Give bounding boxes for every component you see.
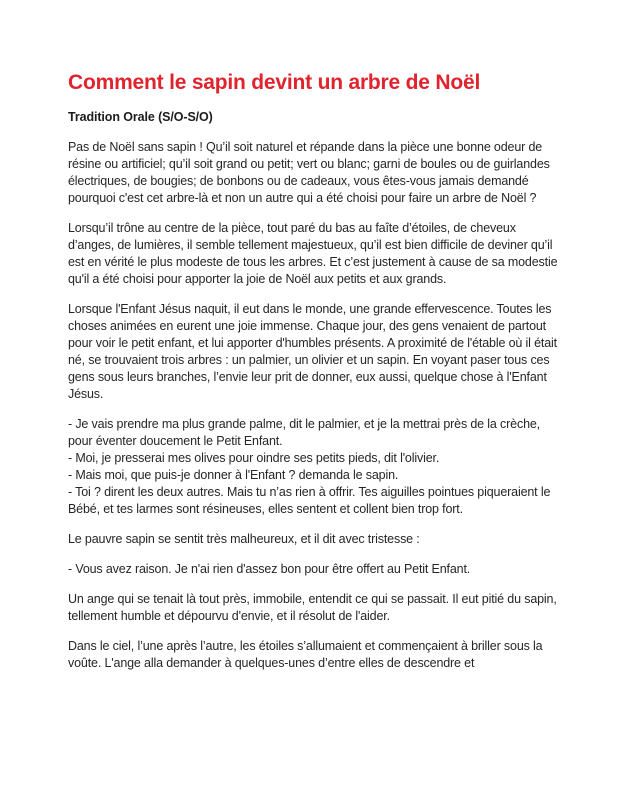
paragraph-stars: Dans le ciel, l’une après l’autre, les étoiles s’allumaient et commençaient à briller sous la voûte. L'ange alla demander à quelques-unes d’entre elles de descendre et — [68, 639, 543, 670]
dialogue-line-fir: - Mais moi, que puis-je donner à l'Enfant ? demanda le sapin. — [68, 468, 399, 482]
paragraph-intro: Pas de Noël sans sapin ! Qu’il soit naturel et répande dans la pièce une bonne odeur de résine ou artificiel; qu’il soit grand ou petit; vert ou blanc; garni de boules ou de guirlandes électriques, de bougies; de bonbons ou de cadeaux, vous êtes-vous jamais demandé pourquoi c'est cet arbre-là et non un autre qui a été choisi pour faire un arbre de Noël ? — [68, 140, 550, 205]
paragraph-angel: Un ange qui se tenait là tout près, immobile, entendit ce qui se passait. Il eut pitié du sapin, tellement humble et dépourvu d'envie, et il résolut de l'aider. — [68, 592, 557, 623]
document-title: Comment le sapin devint un arbre de Noël — [68, 71, 481, 94]
paragraph-sad-fir: Le pauvre sapin se sentit très malheureux, et il dit avec tristesse : — [68, 532, 420, 546]
paragraph-majestic-tree: Lorsqu’il trône au centre de la pièce, tout paré du bas au faîte d’étoiles, de cheveux d’anges, de lumières, il semble tellement majestueux, qu’il est bien difficile de deviner qu’il est en vérité le plus modeste de tous les arbres. Et c’est justement à cause de sa modestie qu'il a été choisi pour apporter la joie de Noël aux petits et aux grands. — [68, 221, 558, 286]
paragraph-fir-reply: - Vous avez raison. Je n'ai rien d'assez bon pour être offert au Petit Enfant. — [68, 562, 471, 576]
dialogue-block — [68, 416, 558, 518]
document-subtitle: Tradition Orale (S/O-S/O) — [68, 110, 213, 124]
dialogue-line-others: - Toi ? dirent les deux autres. Mais tu n’as rien à offrir. Tes aiguilles pointues piqueraient le Bébé, et tes larmes sont résineuses, elles sentent et collent bien trop fort. — [68, 485, 551, 516]
dialogue-line-palm: - Je vais prendre ma plus grande palme, dit le palmier, et je la mettrai près de la crèche, pour éventer doucement le Petit Enfant. — [68, 417, 541, 448]
dialogue-line-olive: - Moi, je presserai mes olives pour oindre ses petits pieds, dit l'olivier. — [68, 451, 440, 465]
paragraph-nativity: Lorsque l'Enfant Jésus naquit, il eut dans le monde, une grande effervescence. Toutes les choses animées en eurent une joie immense. Chaque jour, des gens venaient de partout pour voir le petit enfant, et lui apporter d'humbles présents. A proximité de l'étable où il était né, se trouvaient trois arbres : un palmier, un olivier et un sapin. En voyant paser tous ces gens sous leurs branches, l’envie leur prit de donner, eux aussi, quelque chose à l'Enfant Jésus. — [68, 302, 557, 401]
